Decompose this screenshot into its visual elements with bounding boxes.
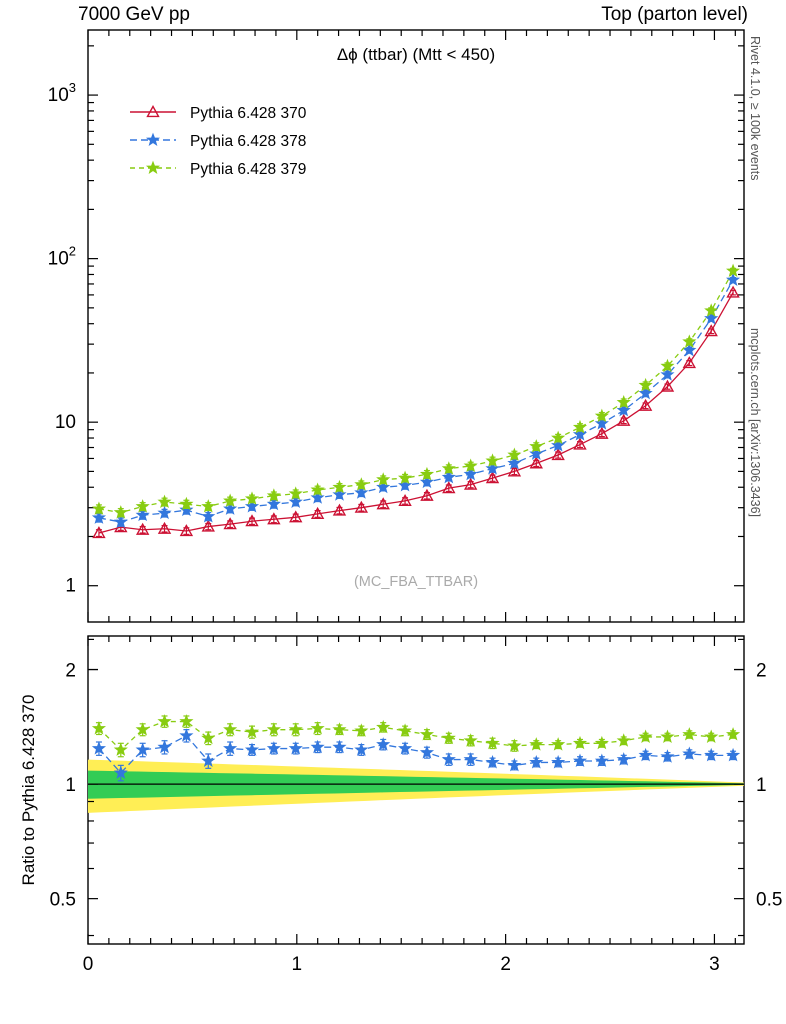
series-line	[99, 271, 733, 513]
y-tick-label: 2	[756, 660, 767, 682]
x-tick-label: 0	[82, 954, 94, 975]
marker-star	[727, 274, 738, 285]
marker-star	[147, 162, 158, 173]
series-line	[99, 293, 733, 533]
series-line	[99, 722, 733, 750]
legend-label-1: Pythia 6.428 378	[190, 133, 307, 150]
main-series-0	[93, 287, 738, 537]
y-tick-label: $10^2$	[47, 243, 76, 270]
x-tick-label: 1	[291, 954, 303, 975]
header-left: 7000 GeV pp	[78, 4, 190, 25]
y-tick-label: 2	[65, 660, 76, 682]
exponent: 2	[68, 243, 76, 259]
exponent: 3	[68, 80, 76, 96]
side-label-rivet: Rivet 4.1.0, ≥ 100k events	[748, 36, 762, 181]
y-tick-label: 1	[65, 775, 76, 797]
x-tick-label: 2	[500, 954, 511, 975]
main-series-1	[93, 274, 739, 527]
y-tick-label: 1	[756, 775, 767, 797]
watermark: (MC_FBA_TTBAR)	[353, 574, 479, 590]
main-plot-title: Δϕ (ttbar) (Mtt < 450)	[336, 45, 496, 64]
marker-star	[147, 134, 158, 145]
ratio-y-axis-label: Ratio to Pythia 6.428 370	[19, 694, 38, 886]
legend-label-0: Pythia 6.428 370	[190, 105, 307, 122]
side-label-mcplots: mcplots.cern.ch [arXiv:1306.3436]	[748, 328, 762, 517]
y-tick-label: 1	[65, 575, 76, 597]
y-tick-label: $10^3$	[47, 80, 76, 107]
y-tick-label: 0.5	[756, 889, 783, 911]
series-line	[99, 280, 733, 522]
y-tick-label: 10	[54, 412, 76, 434]
legend-label-2: Pythia 6.428 379	[190, 161, 307, 178]
x-tick-label: 3	[709, 954, 720, 975]
y-tick-label: 0.5	[49, 889, 76, 911]
header-right: Top (parton level)	[601, 4, 748, 25]
